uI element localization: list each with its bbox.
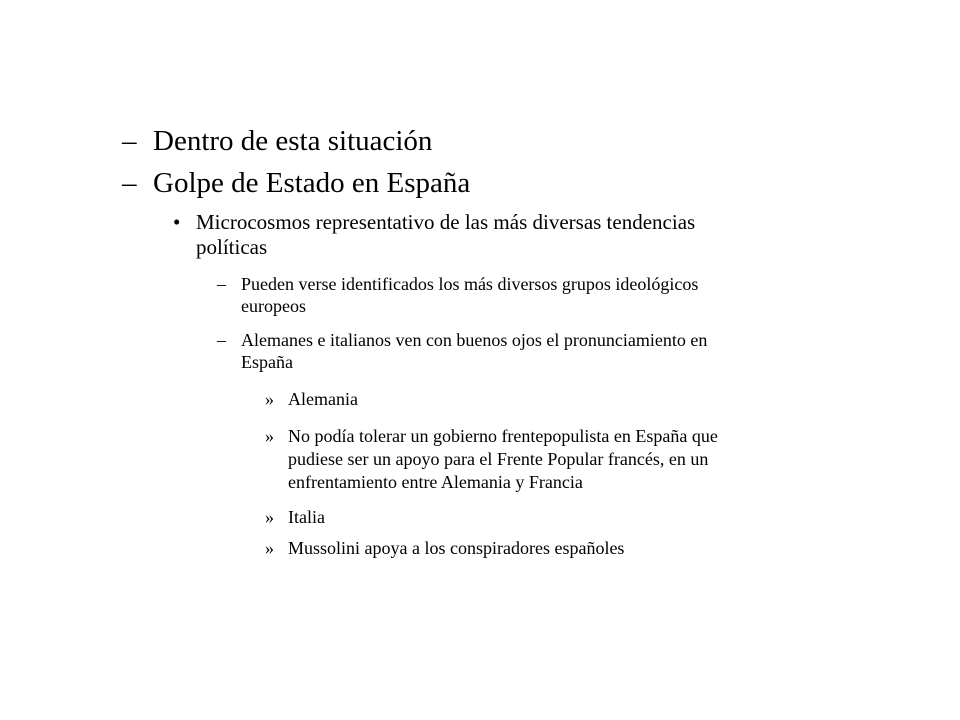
outline-item-text-line-3: enfrentamiento entre Alemania y Francia bbox=[288, 472, 583, 492]
bullet-marker: • bbox=[173, 210, 181, 234]
outline-item-text-line-1: Pueden verse identificados los más diversos grupos ideológicos bbox=[241, 274, 699, 294]
raquo-marker: » bbox=[265, 507, 274, 527]
dash-marker: – bbox=[217, 274, 226, 294]
outline-item-alemania bbox=[265, 388, 358, 411]
outline-item-text: Italia bbox=[288, 507, 325, 527]
outline-item-text-line-1: No podía tolerar un gobierno frentepopulista en España que bbox=[288, 426, 718, 446]
dash-marker: – bbox=[122, 125, 137, 157]
dash-marker: – bbox=[217, 330, 226, 350]
dash-marker: – bbox=[122, 167, 137, 199]
outline-item-text-line-1: Alemanes e italianos ven con buenos ojos el pronunciamiento en bbox=[241, 330, 708, 350]
outline-item-alemanes-e-italianos bbox=[217, 329, 708, 373]
outline-item-no-podia-tolerar bbox=[265, 425, 718, 494]
outline-item-text-line-2: europeos bbox=[241, 296, 306, 316]
outline-item-text-line-2: España bbox=[241, 352, 293, 372]
outline-item-text-line-2: pudiese ser un apoyo para el Frente Popular francés, en un bbox=[288, 449, 709, 469]
raquo-marker: » bbox=[265, 389, 274, 409]
raquo-marker: » bbox=[265, 538, 274, 558]
outline-item-dentro-de-esta-situacion bbox=[122, 124, 433, 158]
outline-item-italia bbox=[265, 506, 325, 529]
outline-item-text: Mussolini apoya a los conspiradores españoles bbox=[288, 538, 625, 558]
outline-item-text: Dentro de esta situación bbox=[153, 125, 433, 157]
outline-item-text-line-2: políticas bbox=[196, 235, 268, 259]
outline-item-golpe-de-estado bbox=[122, 166, 471, 200]
outline-item-text: Alemania bbox=[288, 389, 358, 409]
outline-item-microcosmos bbox=[173, 210, 696, 260]
outline-item-mussolini bbox=[265, 537, 625, 560]
raquo-marker: » bbox=[265, 426, 274, 446]
outline-item-pueden-verse bbox=[217, 273, 699, 317]
outline-item-text: Golpe de Estado en España bbox=[153, 167, 471, 199]
outline-item-text-line-1: Microcosmos representativo de las más diversas tendencias bbox=[196, 210, 696, 234]
